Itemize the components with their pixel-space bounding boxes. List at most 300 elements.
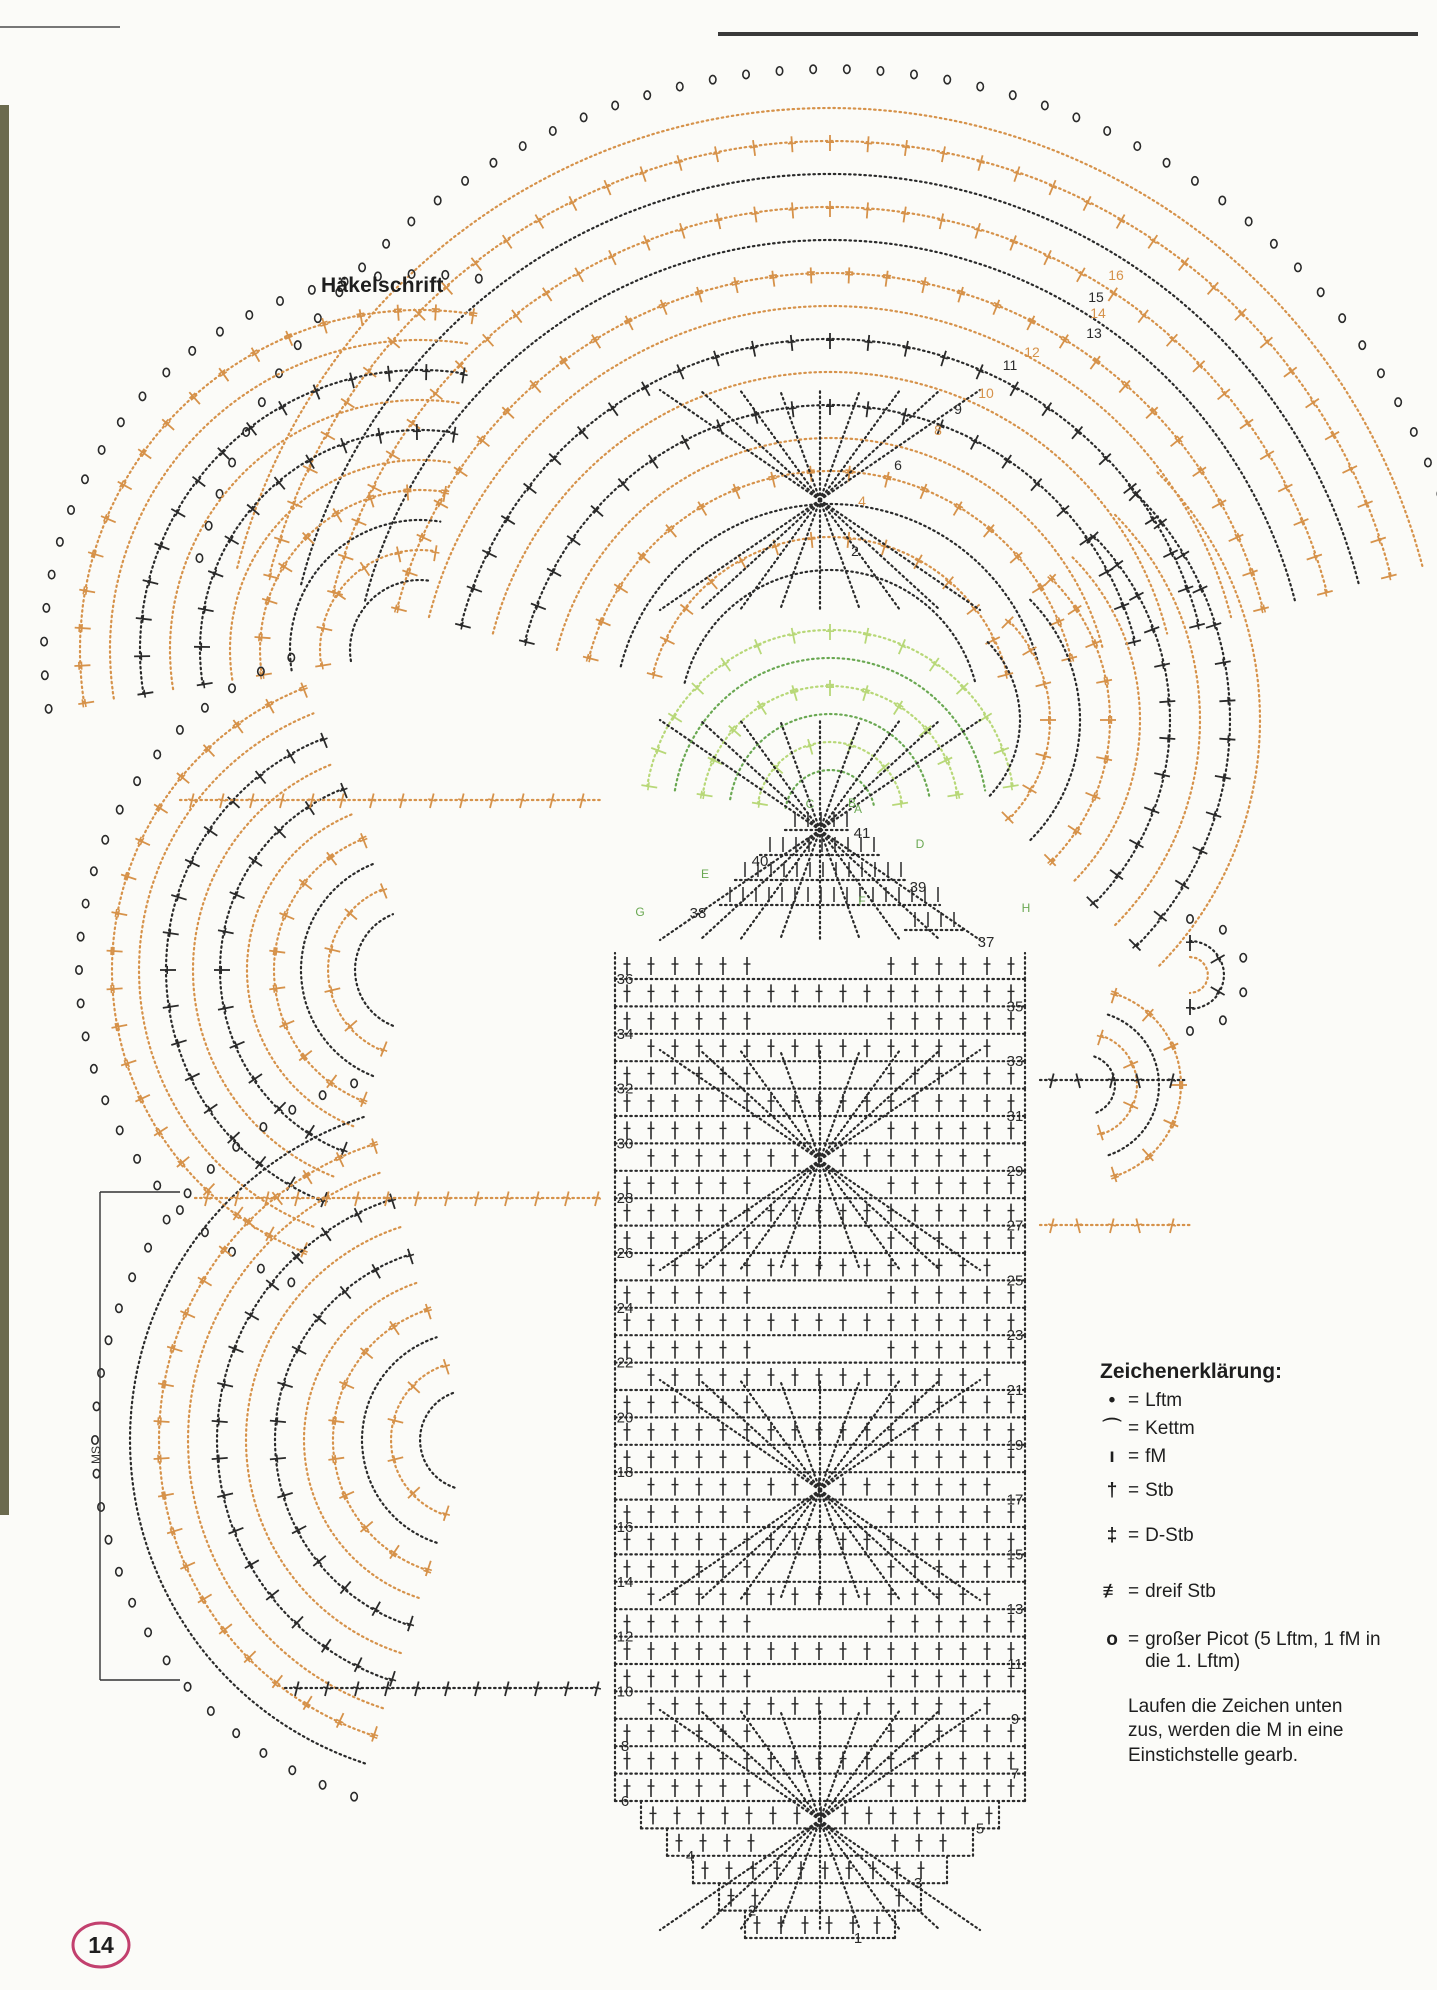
picot-symbol — [134, 1155, 140, 1163]
round-number: 13 — [1006, 1601, 1024, 1619]
round-number: 2 — [747, 1902, 757, 1920]
double-cross-icon: ‡ — [1106, 1525, 1118, 1547]
round-number: 11 — [1007, 1656, 1023, 1673]
picot-symbol — [288, 1278, 294, 1286]
picot-symbol — [177, 1206, 183, 1214]
picot-symbol — [1339, 314, 1345, 322]
stitch-crossbar — [335, 1417, 336, 1425]
stitch-crossbar — [404, 491, 412, 492]
legend — [1100, 1360, 1400, 1769]
picot-symbol — [145, 1243, 151, 1251]
picot-symbol — [1295, 263, 1301, 271]
picot-symbol — [105, 1536, 111, 1544]
round-number: 15 — [1006, 1546, 1024, 1564]
stitch-crossbar — [807, 473, 815, 474]
grid-centre-chain — [660, 1490, 820, 1600]
fan-ring — [1094, 1057, 1115, 1114]
round-number: 24 — [616, 1299, 634, 1317]
grid-centre-chain — [660, 1710, 820, 1820]
grid-centre-chain — [740, 1380, 820, 1490]
turn-marker: H — [1021, 901, 1031, 915]
stitch-crossbar — [114, 947, 115, 955]
stitch-crossbar — [144, 690, 145, 698]
picot-symbol — [1318, 288, 1324, 296]
picot-symbol — [1010, 91, 1016, 99]
stitch-crossbar — [1162, 661, 1164, 669]
picot-symbol — [408, 217, 414, 225]
stitch-crossbar — [82, 699, 83, 707]
picot-symbol — [243, 428, 249, 436]
small-round-number: 15 — [1088, 289, 1104, 305]
grid-centre-chain — [820, 720, 980, 830]
picot-symbol — [1104, 127, 1110, 135]
short-bar-icon: ı — [1109, 1445, 1115, 1467]
picot-symbol — [41, 637, 47, 645]
stitch-crossbar — [86, 587, 87, 595]
picot-symbol — [202, 704, 208, 712]
stitch-crossbar — [759, 800, 760, 808]
round-number: 9 — [1010, 1710, 1020, 1728]
picot-symbol — [93, 1402, 99, 1410]
stitch-crossbar — [278, 799, 286, 801]
small-round-number: 6 — [894, 457, 902, 473]
fan-stitch — [1002, 617, 1013, 628]
triple-cross-icon: ≢ — [1102, 1581, 1122, 1603]
stitch-crossbar — [273, 947, 274, 955]
picot-symbol — [1073, 113, 1079, 121]
round-number: 25 — [1006, 1272, 1024, 1290]
stitch-crossbar — [648, 782, 649, 790]
stitch-crossbar — [394, 312, 402, 313]
picot-symbol — [434, 196, 440, 204]
grid-centre-chain — [700, 720, 820, 830]
picot-symbol — [77, 999, 83, 1007]
stitch-crossbar — [587, 654, 589, 662]
picot-symbol — [91, 867, 97, 875]
page-number-badge — [70, 1920, 132, 1970]
stitch-crossbar — [248, 799, 256, 801]
grid-centre-chain — [700, 1820, 820, 1930]
stitch-crossbar — [293, 1197, 301, 1199]
fan-ring — [275, 1255, 410, 1626]
picot-symbol — [810, 65, 816, 73]
stitch-crossbar — [1107, 677, 1109, 685]
fan-ring — [362, 1337, 437, 1542]
stitch-crossbar — [403, 489, 411, 490]
stitch-crossbar — [276, 985, 277, 993]
turn-marker: F — [858, 894, 866, 908]
picot-symbol — [319, 1091, 325, 1099]
picot-symbol — [1425, 458, 1431, 466]
grid-centre-chain — [820, 1820, 980, 1930]
stitch-crossbar — [261, 634, 262, 642]
fan-ring — [1158, 473, 1261, 968]
round-number: 26 — [616, 1245, 634, 1262]
stitch-crossbar — [85, 699, 86, 707]
small-round-number: 13 — [1086, 325, 1102, 341]
grid-centre-chain — [740, 830, 820, 940]
stitch-crossbar — [1168, 735, 1169, 743]
round-number: 16 — [616, 1519, 634, 1536]
turn-marker: D — [915, 837, 925, 851]
fan-ring — [1101, 1036, 1137, 1135]
stitch-crossbar — [161, 1418, 162, 1426]
legend-item-dstb: ‡ = D-Stb — [1100, 1525, 1400, 1547]
fan-ring — [80, 310, 473, 703]
fan-stitch — [292, 1617, 303, 1629]
picot-symbol — [351, 1792, 357, 1800]
picot-symbol — [43, 604, 49, 612]
picot-symbol — [1240, 988, 1246, 996]
picot-symbol — [229, 684, 235, 692]
legend-title: Zeichenerklärung: — [1100, 1360, 1283, 1383]
round-number: 10 — [616, 1683, 634, 1701]
grid-centre-chain — [820, 1710, 980, 1820]
round-number: 12 — [616, 1628, 634, 1646]
fan-stitch — [1219, 739, 1235, 740]
turn-marker: C — [805, 797, 815, 811]
picot-symbol — [57, 538, 63, 546]
round-number: 38 — [689, 905, 707, 922]
fan-ring — [1190, 941, 1224, 1009]
stitch-crossbar — [320, 321, 328, 323]
stitch-crossbar — [503, 1197, 511, 1199]
turn-marker: B — [847, 796, 857, 810]
picot-symbol — [98, 446, 104, 454]
stitch-crossbar — [79, 624, 80, 632]
stitch-crossbar — [111, 985, 112, 993]
grid-centre-chain — [820, 1820, 860, 1930]
stitch-crossbar — [460, 374, 468, 375]
grid-centre-chain — [820, 1490, 980, 1600]
picot-symbol — [117, 805, 123, 813]
picot-symbol — [644, 91, 650, 99]
picot-symbol — [42, 671, 48, 679]
stitch-crossbar — [218, 799, 226, 801]
stitch-crossbar — [789, 408, 797, 409]
small-round-number: 4 — [858, 493, 866, 509]
picot-symbol — [383, 240, 389, 248]
stitch-crossbar — [678, 229, 686, 231]
grid-centre-chain — [660, 500, 820, 610]
stitch-crossbar — [149, 578, 151, 586]
stitch-crossbar — [865, 342, 873, 343]
round-number: 1 — [853, 1930, 863, 1947]
stitch-crossbar — [806, 745, 814, 747]
fan-ring — [758, 742, 902, 804]
stitch-crossbar — [518, 799, 526, 801]
picot-symbol — [1271, 240, 1277, 248]
picot-symbol — [45, 705, 51, 713]
stitch-crossbar — [1197, 622, 1199, 630]
fan-ring — [220, 789, 343, 1152]
fan-stitch — [74, 665, 90, 666]
stitch-crossbar — [169, 929, 170, 937]
picot-symbol — [217, 327, 223, 335]
stitch-crossbar — [115, 909, 117, 917]
fan-stitch — [1219, 700, 1235, 701]
picot-symbol — [118, 418, 124, 426]
fan-stitch — [435, 304, 436, 320]
stitch-crossbar — [441, 493, 449, 494]
fan-ring — [988, 642, 1020, 798]
arc-icon: ⌒ — [1102, 1417, 1122, 1439]
grid-centre-chain — [740, 500, 820, 610]
legend-note: Laufen die Zeichen unten zus, werden die M in eine Einstichstelle gearb. — [1128, 1695, 1344, 1767]
picot-symbol — [208, 1165, 214, 1173]
stitch-crossbar — [332, 1417, 333, 1425]
stitch-crossbar — [488, 799, 496, 801]
picot-symbol — [77, 932, 83, 940]
stitch-crossbar — [883, 275, 891, 276]
picot-symbol — [295, 341, 301, 349]
picot-symbol — [1163, 159, 1169, 167]
round-number: 21 — [1006, 1382, 1024, 1399]
turn-marker: G — [635, 905, 645, 919]
fan-ring — [304, 1282, 419, 1598]
picot-symbol — [98, 1503, 104, 1511]
picot-symbol — [319, 1781, 325, 1789]
picot-symbol — [116, 1304, 122, 1312]
fan-ring — [355, 914, 393, 1026]
fan-ring — [350, 580, 431, 661]
legend-item-dreif-stb: ≢ = dreif Stb — [1100, 1581, 1400, 1603]
picot-symbol — [229, 458, 235, 466]
stitch-crossbar — [1228, 735, 1229, 743]
picot-symbol — [1220, 1016, 1226, 1024]
stitch-crossbar — [111, 947, 112, 955]
stitch-crossbar — [263, 1197, 271, 1199]
stitch-crossbar — [533, 1197, 541, 1199]
stitch-crossbar — [473, 1197, 481, 1199]
round-number: 34 — [616, 1025, 634, 1043]
stitch-crossbar — [224, 928, 226, 936]
fan-ring — [391, 1365, 446, 1515]
page-number: 14 — [88, 1932, 114, 1958]
stitch-crossbar — [323, 1687, 331, 1689]
picot-symbol — [877, 67, 883, 75]
round-number: 35 — [1006, 998, 1024, 1016]
picot-symbol — [476, 274, 482, 282]
stitch-crossbar — [701, 791, 702, 799]
grid-centre-chain — [820, 830, 900, 940]
fan-stitch — [1099, 454, 1111, 465]
picot-symbol — [208, 1707, 214, 1715]
picot-symbol — [462, 177, 468, 185]
stitch-crossbar — [1134, 1079, 1142, 1081]
picot-symbol — [289, 1106, 295, 1114]
stitch-crossbar — [320, 324, 328, 326]
picot-symbol — [258, 1264, 264, 1272]
stitch-crossbar — [394, 309, 402, 310]
picot-symbol — [145, 1628, 151, 1636]
picot-symbol — [710, 75, 716, 83]
grid-centre-chain — [700, 830, 820, 940]
turn-marker: A — [853, 802, 863, 816]
grid-centre-chain — [820, 1380, 900, 1490]
stitch-crossbar — [703, 791, 704, 799]
stitch-crossbar — [83, 586, 84, 594]
picot-symbol — [1220, 925, 1226, 933]
picot-symbol — [139, 392, 145, 400]
fan-stitch — [1208, 282, 1219, 294]
picot-symbol — [1395, 398, 1401, 406]
picot-symbol — [309, 286, 315, 294]
picot-symbol — [1359, 341, 1365, 349]
grid-centre-chain — [820, 1380, 860, 1490]
picot-symbol — [490, 159, 496, 167]
picot-symbol — [1378, 369, 1384, 377]
legend-item-stb: † = Stb — [1100, 1480, 1400, 1502]
round-number: 40 — [751, 853, 769, 870]
picot-symbol — [260, 1123, 266, 1131]
grid-centre-chain — [740, 1490, 820, 1600]
round-number: 28 — [616, 1190, 634, 1208]
stitch-crossbar — [974, 229, 982, 231]
fan-ring — [247, 814, 353, 1126]
stitch-crossbar — [788, 342, 796, 343]
round-number: 30 — [616, 1135, 634, 1153]
grid-centre-chain — [660, 1380, 820, 1490]
stitch-crossbar — [769, 478, 777, 480]
round-number: 41 — [853, 825, 871, 842]
legend-item-picot: o = großer Picot (5 Lftm, 1 fM in die 1. Lftm) — [1100, 1629, 1400, 1673]
grid-centre-chain — [700, 1490, 820, 1600]
picot-symbol — [351, 1079, 357, 1087]
small-round-number: 16 — [1108, 267, 1124, 283]
round-number: 7 — [1010, 1765, 1020, 1783]
picot-symbol — [259, 398, 265, 406]
grid-centre-chain — [820, 830, 860, 940]
round-number: 31 — [1006, 1108, 1024, 1125]
picot-symbol — [205, 522, 211, 530]
stitch-crossbar — [383, 1687, 391, 1689]
stitch-crossbar — [845, 470, 853, 471]
picot-symbol — [68, 506, 74, 514]
stitch-crossbar — [276, 948, 277, 956]
stitch-crossbar — [808, 539, 816, 540]
round-number: 3 — [913, 1875, 923, 1893]
small-round-number: 14 — [1090, 305, 1106, 321]
grid-centre-chain — [820, 500, 900, 610]
stitch-crossbar — [864, 209, 872, 210]
grid-centre-chain — [700, 1710, 820, 1820]
stitch-crossbar — [1108, 1224, 1116, 1226]
stitch-crossbar — [224, 1004, 226, 1012]
picot-symbol — [246, 311, 252, 319]
fan-ring — [525, 405, 1135, 642]
fan-ring — [170, 400, 459, 689]
round-number: 22 — [616, 1354, 634, 1372]
stitch-crossbar — [169, 1003, 170, 1011]
dot-icon: • — [1108, 1390, 1116, 1411]
stitch-crossbar — [219, 1417, 220, 1425]
picot-symbol — [163, 1215, 169, 1223]
stitch-crossbar — [277, 1455, 278, 1463]
stitch-crossbar — [902, 147, 910, 148]
stitch-crossbar — [1228, 697, 1229, 705]
picot-symbol — [184, 1683, 190, 1691]
fan-ring — [130, 1117, 365, 1764]
stitch-crossbar — [353, 1687, 361, 1689]
picot-symbol — [82, 475, 88, 483]
round-number: 39 — [909, 879, 927, 896]
grid-centre-chain — [820, 1380, 940, 1490]
stitch-crossbar — [450, 433, 458, 434]
stitch-crossbar — [864, 143, 872, 144]
fan-stitch — [1260, 337, 1272, 348]
picot-symbol — [76, 966, 82, 974]
stitch-crossbar — [940, 153, 948, 155]
fan-stitch — [274, 826, 285, 837]
fan-ring — [653, 537, 1008, 675]
grid-centre-chain — [780, 1820, 820, 1930]
picot-symbol — [1134, 142, 1140, 150]
stitch-crossbar — [283, 1492, 285, 1500]
picot-symbol — [743, 70, 749, 78]
picot-symbol — [91, 1065, 97, 1073]
fan-ring — [397, 273, 1263, 609]
round-number: 6 — [620, 1793, 630, 1810]
stitch-crossbar — [1072, 654, 1074, 662]
round-number: 27 — [1006, 1217, 1024, 1235]
legend-item-lftm: • = Lftm — [1100, 1390, 1400, 1412]
picot-symbol — [82, 1032, 88, 1040]
ring-icon: o — [1106, 1629, 1118, 1651]
stitch-crossbar — [593, 1687, 601, 1689]
fan-stitch — [408, 1382, 420, 1393]
picot-symbol — [612, 101, 618, 109]
fan-ring — [1136, 494, 1230, 947]
picot-symbol — [134, 777, 140, 785]
stitch-crossbar — [864, 408, 872, 409]
stitch-crossbar — [203, 680, 204, 688]
picot-symbol — [189, 347, 195, 355]
picot-symbol — [1042, 101, 1048, 109]
picot-symbol — [315, 314, 321, 322]
round-number: 14 — [616, 1573, 634, 1591]
fan-ring — [461, 339, 1199, 625]
grid-centre-chain — [820, 1820, 900, 1930]
small-round-number: 8 — [934, 422, 942, 438]
picot-symbol — [196, 554, 202, 562]
picot-symbol — [117, 1126, 123, 1134]
picot-symbol — [977, 82, 983, 90]
stitch-crossbar — [259, 633, 260, 641]
round-number: 20 — [616, 1409, 634, 1427]
grid-centre-chain — [820, 1490, 860, 1600]
grid-centre-chain — [780, 1490, 820, 1600]
stitch-crossbar — [769, 277, 777, 278]
stitch-crossbar — [750, 147, 758, 148]
fan-stitch — [274, 1102, 285, 1113]
fan-ring — [420, 1392, 454, 1487]
grid-centre-chain — [820, 390, 940, 500]
picot-symbol — [1187, 1027, 1193, 1035]
fan-stitch — [1002, 812, 1013, 823]
picot-symbol — [1411, 428, 1417, 436]
picot-symbol — [93, 1469, 99, 1477]
stitch-crossbar — [332, 1455, 333, 1463]
stitch-crossbar — [1134, 1224, 1142, 1226]
round-number: 5 — [975, 1820, 985, 1838]
grid-centre-chain — [780, 500, 820, 610]
picot-symbol — [129, 1599, 135, 1607]
cross-icon: † — [1106, 1479, 1118, 1501]
stitch-crossbar — [161, 1455, 162, 1463]
picot-symbol — [233, 1729, 239, 1737]
picot-symbol — [129, 1273, 135, 1281]
